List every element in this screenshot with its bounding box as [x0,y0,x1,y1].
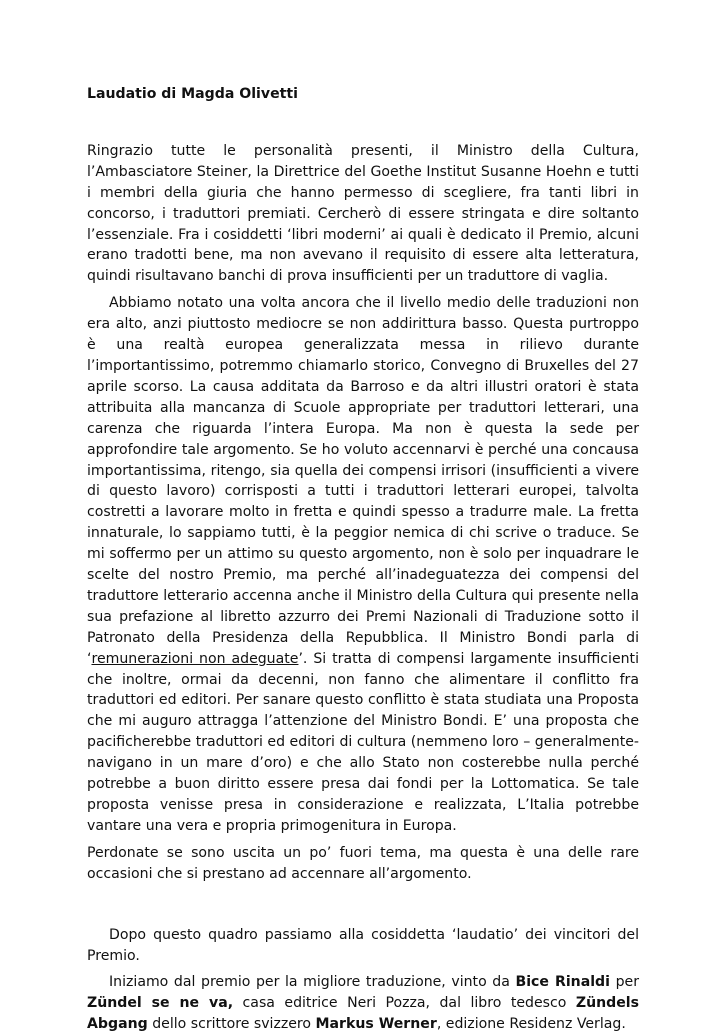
paragraph-text: , edizione Residenz Verlag. [436,1016,626,1033]
paragraph-text: per [609,974,639,991]
paragraph-translation-quality [87,293,639,837]
paragraph-apology: Perdonate se sono uscita un po’ fuori tema, ma questa è una delle rare occasioni che si prestano ad accennare all’argomento. [87,844,639,882]
paragraph-award [87,972,639,1035]
paragraph-text: casa editrice Neri Pozza, dal libro tedesco [233,995,576,1012]
author-name: Markus Werner [315,1016,437,1033]
paragraph-text: Iniziamo dal premio per la migliore traduzione, vinto da [109,974,516,991]
book-title-german: Zündels Abgang [87,995,639,1033]
paragraph-text: Abbiamo notato una volta ancora che il livello medio delle traduzioni non era alto, anzi piuttosto mediocre se non addirittura basso. Questa purtroppo è una realtà europea generalizzata messa in rilievo durante l’importantissimo, potremmo chiamarlo storico, Convegno di Bruxelles del 27 aprile scorso. La causa additata da Barroso e da altri illustri oratori è stata attribuita alla mancanza di Scuole appropriate per traduttori letterari, una carenza che riguarda l’intera Europa. Ma non è questa la sede per approfondire tale argomento. Se ho voluto accennarvi è perché una concausa importantissima, ritengo, sia quella dei compensi irrisori (insufficienti a vivere di questo lavoro) corrisposti a tutti i traduttori letterari europei, talvolta costretti a lavorare molto in fretta e quindi spesso a tradurre male. La fretta innaturale, lo sappiamo tutti, è la peggior nemica di chi scrive o traduce. Se mi soffermo per un attimo su questo argomento, non è solo per inquadrare le scelte del nostro Premio, ma perché all’inadeguatezza dei compensi del traduttore letterario accenna anche il Ministro della Cultura qui presente nella sua prefazione al libretto azzurro dei Premi Nazionali di Traduzione sotto il Patronato della Presidenza della Repubblica. Il Ministro Bondi parla di ‘ [87,295,639,667]
paragraph-laudatio-intro: Dopo questo quadro passiamo alla cosiddetta ‘laudatio’ dei vincitori del Premio. [87,926,639,964]
underlined-quote: remunerazioni non adeguate [91,650,299,667]
document-title: Laudatio di Magda Olivetti [87,86,298,102]
paragraph-intro: Ringrazio tutte le personalità presenti, il Ministro della Cultura, l’Ambasciatore Steiner, la Direttrice del Goethe Institut Susanne Hoehn e tutti i membri della giuria che hanno permesso di scegliere, fra tanti libri in concorso, i traduttori premiati. Cercherò di essere stringata e dire soltanto l’essenziale. Fra i cosiddetti ‘libri moderni’ ai quali è dedicato il Premio, alcuni erano tradotti bene, ma non avevano il requisito di essere alta letteratura, quindi risultavano banchi di prova insufficienti per un traduttore di vaglia. [87,142,639,285]
translator-name: Bice Rinaldi [515,974,610,991]
paragraph-text: dello scrittore svizzero [147,1016,316,1033]
paragraph-text: ’. Si tratta di compensi largamente insufficienti che inoltre, ormai da decenni, non fanno che alimentare il conflitto fra traduttori ed editori. Per sanare questo conflitto è stata studiata una Proposta che mi auguro attragga l’attenzione del Ministro Bondi. E’ una proposta che pacificherebbe traduttori ed editori di cultura (nemmeno loro – generalmente- navigano in un mare d’oro) e che allo Stato non costerebbe nulla perché potrebbe a buon diritto essere presa dai fondi per la Lottomatica. Se tale proposta venisse presa in considerazione e realizzata, L’Italia potrebbe vantare una vera e propria primogenitura in Europa. [87,650,639,834]
book-title-italian: Zündel se ne va, [87,995,234,1012]
